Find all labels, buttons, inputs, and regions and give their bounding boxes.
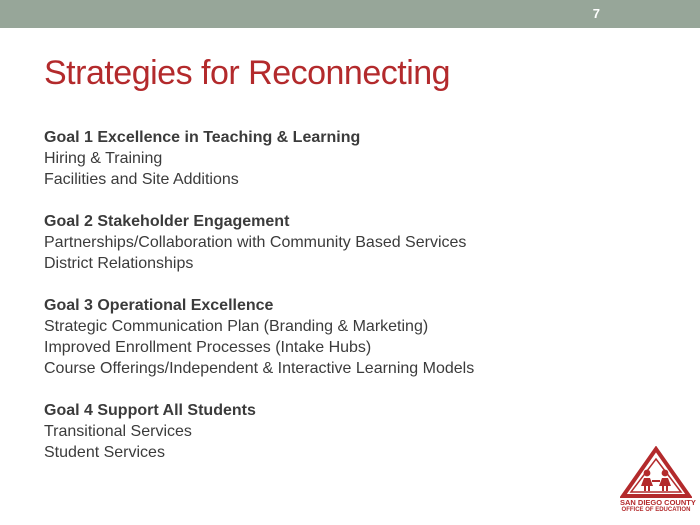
- goal-item: Strategic Communication Plan (Branding & Marketing): [44, 318, 429, 335]
- logo-emblem-icon: [620, 446, 692, 498]
- goal-item: Facilities and Site Additions: [44, 171, 239, 188]
- goal-3: [44, 295, 664, 379]
- goal-item: Hiring & Training: [44, 150, 163, 167]
- goal-item: Partnerships/Collaboration with Community Based Services: [44, 234, 467, 251]
- goal-4: [44, 400, 664, 463]
- goal-heading: Goal 3 Operational Excellence: [44, 297, 274, 314]
- top-bar: [0, 0, 700, 28]
- goal-item: District Relationships: [44, 255, 194, 272]
- goals-list: [44, 127, 664, 484]
- goal-1: [44, 127, 664, 190]
- goal-heading: Goal 1 Excellence in Teaching & Learning: [44, 129, 361, 146]
- logo-text-office: OFFICE OF EDUCATION: [621, 507, 691, 513]
- sdcoe-logo: [620, 446, 696, 518]
- goal-item: Course Offerings/Independent & Interactive Learning Models: [44, 360, 475, 377]
- logo-text-county: SAN DIEGO COUNTY: [620, 498, 696, 507]
- goal-item: Student Services: [44, 444, 165, 461]
- goal-2: [44, 211, 664, 274]
- goal-heading: Goal 2 Stakeholder Engagement: [44, 213, 290, 230]
- goal-item: Transitional Services: [44, 423, 192, 440]
- page-number: 7: [592, 6, 600, 21]
- goal-heading: Goal 4 Support All Students: [44, 402, 256, 419]
- slide-title: Strategies for Reconnecting: [44, 54, 451, 92]
- goal-item: Improved Enrollment Processes (Intake Hubs): [44, 339, 372, 356]
